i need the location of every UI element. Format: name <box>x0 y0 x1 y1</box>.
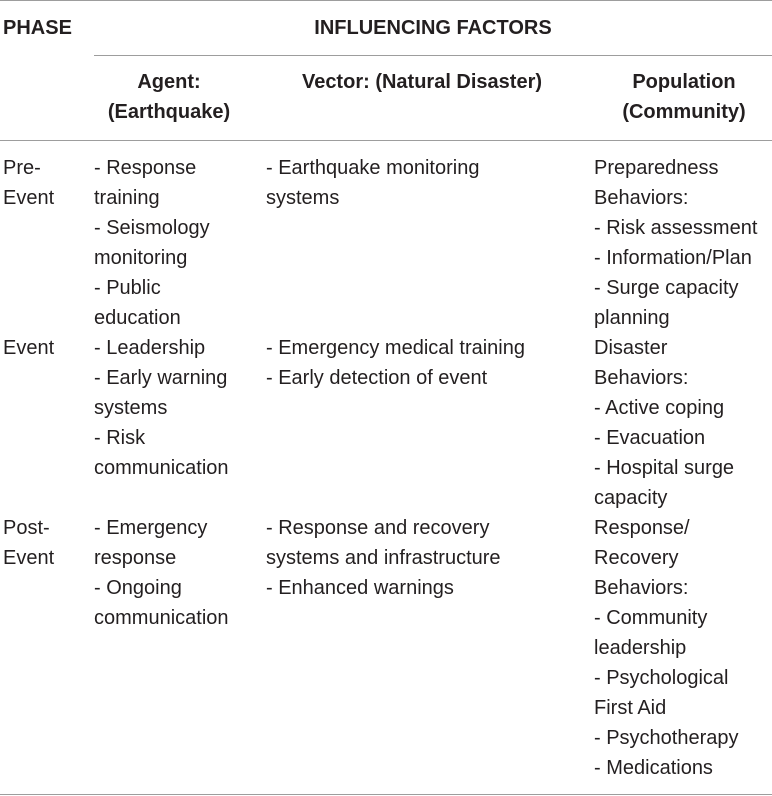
cell-line: systems <box>94 397 168 419</box>
row-pre-event-vector <box>266 153 479 213</box>
cell-line: Event <box>3 187 55 209</box>
cell-line: Disaster <box>594 337 668 359</box>
cell-line: (Community) <box>622 101 746 123</box>
cell-line: Event <box>3 337 55 359</box>
cell-line: - Medications <box>594 757 713 779</box>
cell-line: Preparedness <box>594 157 719 179</box>
cell-line: Behaviors: <box>594 577 689 599</box>
row-post-event-population <box>594 513 739 783</box>
cell-line: Behaviors: <box>594 187 689 209</box>
cell-line: Behaviors: <box>594 367 689 389</box>
cell-line: training <box>94 187 160 209</box>
cell-line: Pre- <box>3 157 41 179</box>
cell-line: systems <box>266 187 340 209</box>
header-population <box>596 67 772 127</box>
cell-line: Post- <box>3 517 50 539</box>
cell-line: communication <box>94 607 229 629</box>
cell-line: - Enhanced warnings <box>266 577 454 599</box>
cell-line: - Response and recovery <box>266 517 490 539</box>
cell-line: - Evacuation <box>594 427 706 449</box>
cell-line: Agent: <box>137 71 201 93</box>
cell-line: systems and infrastructure <box>266 547 501 569</box>
cell-line: - Psychological <box>594 667 729 689</box>
cell-line: - Hospital surge <box>594 457 735 479</box>
cell-line: response <box>94 547 177 569</box>
cell-line: - Response <box>94 157 197 179</box>
row-post-event-vector <box>266 513 501 603</box>
cell-line: capacity <box>594 487 668 509</box>
header-influencing-factors: INFLUENCING FACTORS <box>314 17 552 39</box>
cell-line: (Earthquake) <box>107 101 231 123</box>
cell-line: - Surge capacity <box>594 277 739 299</box>
cell-line: monitoring <box>94 247 188 269</box>
top-rule <box>0 0 772 1</box>
cell-line: communication <box>94 457 229 479</box>
bottom-rule <box>0 794 772 795</box>
cell-line: planning <box>594 307 670 329</box>
cell-line: Event <box>3 547 55 569</box>
cell-line: Vector: (Natural Disaster) <box>301 71 543 93</box>
cell-line: - Emergency <box>94 517 208 539</box>
cell-line: First Aid <box>594 697 667 719</box>
row-pre-event-phase <box>3 153 54 213</box>
cell-line: - Early detection of event <box>266 367 488 389</box>
row-pre-event-agent <box>94 153 210 333</box>
header-vector <box>262 67 582 97</box>
row-event-phase <box>3 333 54 363</box>
factors-underline-rule <box>94 55 772 56</box>
cell-line: - Earthquake monitoring <box>266 157 480 179</box>
row-post-event-agent <box>94 513 229 633</box>
cell-line: education <box>94 307 181 329</box>
cell-line: - Information/Plan <box>594 247 752 269</box>
cell-line: - Risk <box>94 427 146 449</box>
row-pre-event-population <box>594 153 757 333</box>
cell-line: - Active coping <box>594 397 725 419</box>
cell-line: - Ongoing <box>94 577 182 599</box>
cell-line: - Public <box>94 277 161 299</box>
row-event-vector <box>266 333 525 393</box>
row-event-population <box>594 333 734 513</box>
cell-line: - Emergency medical training <box>266 337 525 359</box>
cell-line: - Risk assessment <box>594 217 758 239</box>
cell-line: - Community <box>594 607 708 629</box>
cell-line: - Seismology <box>94 217 210 239</box>
header-bottom-rule <box>0 140 772 141</box>
cell-line: Recovery <box>594 547 679 569</box>
header-agent <box>94 67 244 127</box>
cell-line: - Psychotherapy <box>594 727 739 749</box>
cell-line: leadership <box>594 637 687 659</box>
header-phase: PHASE <box>3 17 72 39</box>
cell-line: Response/ <box>594 517 690 539</box>
row-post-event-phase <box>3 513 54 573</box>
cell-line: - Early warning <box>94 367 228 389</box>
row-event-agent <box>94 333 229 483</box>
cell-line: - Leadership <box>94 337 206 359</box>
cell-line: Population <box>632 71 736 93</box>
